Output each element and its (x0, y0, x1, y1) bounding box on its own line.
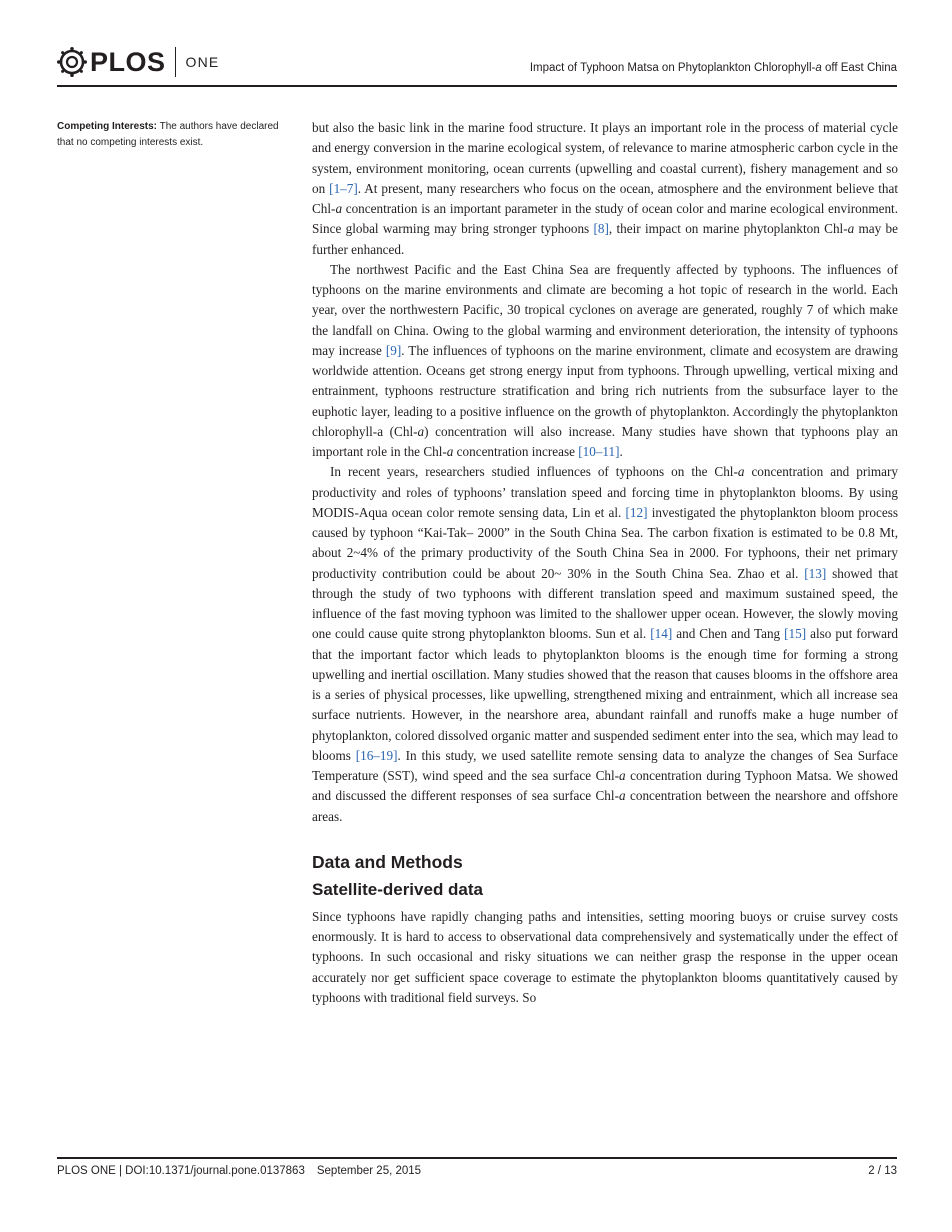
logo-divider (175, 47, 176, 77)
competing-interests-label: Competing Interests: (57, 121, 158, 132)
competing-interests-text: The authors have declared that no competing interests exist. (57, 121, 279, 148)
citation-link[interactable]: [10–11] (578, 444, 620, 459)
running-title: Impact of Typhoon Matsa on Phytoplankton Chlorophyll-a off East China (529, 62, 897, 74)
citation-link[interactable]: [ (329, 180, 334, 196)
plos-logo-icon (57, 47, 87, 77)
plos-one-logo[interactable] (57, 42, 219, 82)
italic-text: a (335, 201, 343, 216)
logo-one-text: ONE (185, 54, 220, 70)
footer-date: September 25, 2015 (316, 1165, 422, 1177)
citation-link[interactable]: [13] (804, 565, 827, 581)
body-paragraph: Since typhoons have rapidly changing paths and intensities, setting mooring buoys or cruise survey costs enormously. It is hard to access to observational data comprehensively and systematically under the effect of typhoons. In such occasional and risky situations we can neither grasp the response in the upper ocean accurately nor get sufficient space coverage to estimate the phytoplankton blooms quantitatively caused by typhoons with traditional field surveys. So (312, 908, 898, 1005)
footer-divider (57, 1157, 897, 1159)
italic-text: a (446, 444, 454, 459)
citation-link[interactable]: [15] (784, 626, 807, 642)
citation-link[interactable]: [16–19] (355, 747, 398, 763)
page-header (57, 42, 897, 88)
header-divider (57, 85, 897, 87)
body-paragraph: but also the basic link in the marine food structure. It plays an important role in the process of material cycle and energy conversion in the marine ecological system, of relevance to marine atmospheric carbon cycle in the system, environment monitoring, ocean currents (upwelling and coastal current), fishery management and so on [1–7]. At present, many researchers who focus on the ocean, atmosphere and the environment believe that Chl-a concentration is an important parameter in the study of ocean color and marine ecological environment. Since global warming may bring stronger typhoons [8], their impact on marine phytoplankton Chl-a may be further enhanced. (312, 120, 898, 257)
section-title: Data and Methods (312, 851, 463, 872)
citation-link[interactable]: [12] (625, 504, 648, 520)
citation-link[interactable]: [9] (385, 342, 402, 358)
italic-text: a (847, 221, 855, 237)
logo-plos-text: PLOS (90, 46, 166, 77)
italic-text: a (417, 423, 425, 439)
italic-text: a (737, 464, 745, 480)
citation-link[interactable]: 7 (346, 180, 354, 196)
competing-interests-note (57, 119, 289, 151)
body-paragraph: In recent years, researchers studied influences of typhoons on the Chl-a concentration and primary productivity and roles of typhoons’ translation speed and forcing time in phytoplankton blooms. By using MODIS-Aqua ocean color remote sensing data, Lin et al. [12] investigated the phytoplankton bloom process caused by typhoon “Kai-Tak– 2000” in the South China Sea. The carbon fixation is estimated to be 0.8 Mt, about 2~4% of the primary productivity of the South China Sea in 2000. For typhoons, their net primary productivity contribution could be about 20~ 30% in the South China Sea. Zhao et al. [13] showed that through the study of two typhoons with different translation speed and maximum sustained speed, the influence of the fast moving typhoon was limited to the shallower upper ocean. However, the slowly moving one could cause quite strong phytoplankton blooms. Sun et al. [14] and Chen and Tang [15] also put forward that the important factor which leads to phytoplankton blooms is the enough time for forming a strong upwelling and inertial oscillation. Many studies showed that the reason that causes blooms in the offshore area is a series of physical processes, like upwelling, strengthened mixing and entrainment, which all increase sea surface nutrients. However, in the nearshore area, abundant rainfall and runoffs make a huge number of phytoplankton, colored dissolved organic matter and suspended sediment enter into the sea, which may lead to blooms [16–19]. In this study, we used satellite remote sensing data to analyze the changes of Sea Surface Temperature (SST), wind speed and the sea surface Chl-a concentration during Typhoon Matsa. We showed and discussed the different responses of sea surface Chl-a concentration between the nearshore and offshore areas. (312, 464, 898, 824)
citation-link[interactable]: [8] (593, 221, 609, 237)
page-number: 2 / 13 (868, 1165, 897, 1177)
article-body (312, 118, 898, 1008)
citation-link[interactable]: [14] (650, 626, 673, 642)
footer-journal-doi[interactable]: PLOS ONE | DOI:10.1371/journal.pone.0137863 (57, 1165, 305, 1177)
italic-text: a (618, 788, 626, 804)
subsection-title: Satellite-derived data (312, 879, 484, 899)
citation-link[interactable]: ] (353, 180, 358, 196)
citation-link[interactable]: – (340, 180, 347, 196)
body-paragraph: The northwest Pacific and the East China Sea are frequently affected by typhoons. The influences of typhoons on the marine environments and climate are becoming a hot topic of research in the world. Each year, over the northwestern Pacific, 30 tropical cyclones on average are generated, roughly 7 of which make the landfall on China. Owing to the global warming and environment deterioration, the intensity of typhoons may increase [9]. The influences of typhoons on the marine environment, climate and ecosystem are drawing worldwide attention. Oceans get strong energy input from typhoons. Through upwelling, vertical mixing and entrainment, typhoons restructure stratification and bring rich nutrients from the subsurface layer to the euphotic layer, leading to a positive influence on the growth of phytoplankton. Accordingly the phytoplankton chlorophyll-a (Chl-a) concentration will also increase. Many studies have shown that typhoons play an important role in the Chl-a concentration increase [10–11]. (312, 261, 899, 459)
italic-text: a (619, 768, 626, 783)
footer-citation (57, 1165, 421, 1177)
citation-link[interactable]: 1 (333, 180, 341, 196)
